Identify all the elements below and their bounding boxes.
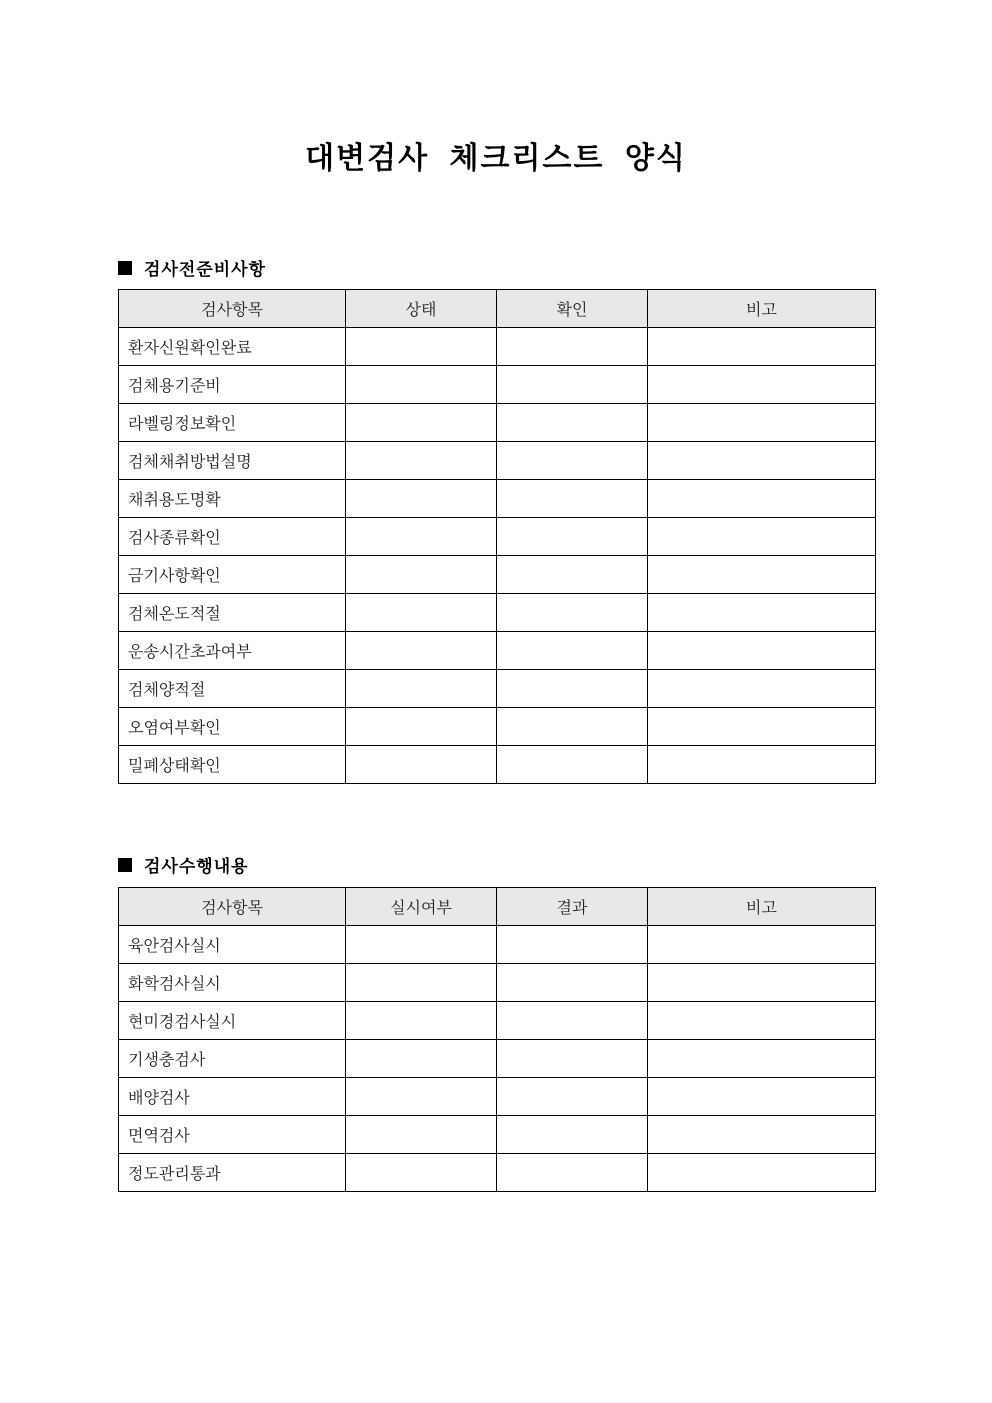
item-label: 화학검사실시 [119, 964, 346, 1002]
check-cell[interactable] [497, 964, 648, 1002]
square-bullet-icon [118, 261, 132, 275]
item-label: 검체양적절 [119, 670, 346, 708]
remarks-cell[interactable] [648, 1154, 876, 1192]
value-cell[interactable] [346, 632, 497, 670]
remarks-cell[interactable] [648, 594, 876, 632]
remarks-cell[interactable] [648, 1116, 876, 1154]
check-cell[interactable] [497, 670, 648, 708]
value-cell[interactable] [346, 366, 497, 404]
value-cell[interactable] [346, 404, 497, 442]
table-header-row [119, 290, 876, 328]
value-cell[interactable] [346, 1002, 497, 1040]
check-cell[interactable] [497, 594, 648, 632]
column-header-performed: 실시여부 [346, 888, 497, 926]
value-cell[interactable] [346, 1040, 497, 1078]
item-label: 운송시간초과여부 [119, 632, 346, 670]
column-header-item: 검사항목 [119, 290, 346, 328]
section-heading-execution [118, 852, 249, 877]
remarks-cell[interactable] [648, 480, 876, 518]
item-label: 검체채취방법설명 [119, 442, 346, 480]
execution-checklist-table [118, 887, 876, 1192]
section-heading-preparation [118, 255, 266, 280]
section-heading-label: 검사수행내용 [144, 857, 249, 877]
table-row [119, 746, 876, 784]
remarks-cell[interactable] [648, 1002, 876, 1040]
table-row [119, 518, 876, 556]
table-row [119, 1040, 876, 1078]
check-cell[interactable] [497, 556, 648, 594]
value-cell[interactable] [346, 1154, 497, 1192]
item-label: 기생충검사 [119, 1040, 346, 1078]
remarks-cell[interactable] [648, 404, 876, 442]
check-cell[interactable] [497, 632, 648, 670]
table-header-row [119, 888, 876, 926]
item-label: 정도관리통과 [119, 1154, 346, 1192]
check-cell[interactable] [497, 926, 648, 964]
check-cell[interactable] [497, 480, 648, 518]
remarks-cell[interactable] [648, 518, 876, 556]
remarks-cell[interactable] [648, 1040, 876, 1078]
check-cell[interactable] [497, 746, 648, 784]
preparation-checklist-table [118, 289, 876, 784]
item-label: 환자신원확인완료 [119, 328, 346, 366]
item-label: 육안검사실시 [119, 926, 346, 964]
value-cell[interactable] [346, 926, 497, 964]
value-cell[interactable] [346, 556, 497, 594]
value-cell[interactable] [346, 1116, 497, 1154]
remarks-cell[interactable] [648, 442, 876, 480]
remarks-cell[interactable] [648, 746, 876, 784]
remarks-cell[interactable] [648, 964, 876, 1002]
table-row [119, 1154, 876, 1192]
check-cell[interactable] [497, 1116, 648, 1154]
check-cell[interactable] [497, 1040, 648, 1078]
value-cell[interactable] [346, 442, 497, 480]
table-row [119, 1002, 876, 1040]
check-cell[interactable] [497, 1078, 648, 1116]
check-cell[interactable] [497, 404, 648, 442]
column-header-confirm: 확인 [497, 290, 648, 328]
table-row [119, 442, 876, 480]
table-row [119, 708, 876, 746]
column-header-remarks: 비고 [648, 290, 876, 328]
value-cell[interactable] [346, 480, 497, 518]
item-label: 검사종류확인 [119, 518, 346, 556]
remarks-cell[interactable] [648, 1078, 876, 1116]
square-bullet-icon [118, 858, 132, 872]
table-row [119, 366, 876, 404]
remarks-cell[interactable] [648, 926, 876, 964]
table-row [119, 926, 876, 964]
column-header-remarks: 비고 [648, 888, 876, 926]
table-row [119, 594, 876, 632]
check-cell[interactable] [497, 442, 648, 480]
value-cell[interactable] [346, 328, 497, 366]
value-cell[interactable] [346, 746, 497, 784]
check-cell[interactable] [497, 328, 648, 366]
remarks-cell[interactable] [648, 670, 876, 708]
table-row [119, 1116, 876, 1154]
value-cell[interactable] [346, 708, 497, 746]
check-cell[interactable] [497, 366, 648, 404]
check-cell[interactable] [497, 518, 648, 556]
table-row [119, 328, 876, 366]
value-cell[interactable] [346, 518, 497, 556]
table-row [119, 670, 876, 708]
item-label: 금기사항확인 [119, 556, 346, 594]
item-label: 배양검사 [119, 1078, 346, 1116]
item-label: 검체용기준비 [119, 366, 346, 404]
value-cell[interactable] [346, 964, 497, 1002]
column-header-item: 검사항목 [119, 888, 346, 926]
check-cell[interactable] [497, 1002, 648, 1040]
table-row [119, 1078, 876, 1116]
remarks-cell[interactable] [648, 708, 876, 746]
remarks-cell[interactable] [648, 556, 876, 594]
check-cell[interactable] [497, 708, 648, 746]
check-cell[interactable] [497, 1154, 648, 1192]
item-label: 면역검사 [119, 1116, 346, 1154]
section-heading-label: 검사전준비사항 [144, 260, 266, 280]
remarks-cell[interactable] [648, 328, 876, 366]
remarks-cell[interactable] [648, 366, 876, 404]
table-row [119, 632, 876, 670]
value-cell[interactable] [346, 594, 497, 632]
item-label: 현미경검사실시 [119, 1002, 346, 1040]
table-row [119, 556, 876, 594]
column-header-result: 결과 [497, 888, 648, 926]
table-row [119, 964, 876, 1002]
table-row [119, 480, 876, 518]
item-label: 채취용도명확 [119, 480, 346, 518]
item-label: 밀폐상태확인 [119, 746, 346, 784]
item-label: 오염여부확인 [119, 708, 346, 746]
document-title: 대변검사 체크리스트 양식 [305, 141, 687, 176]
column-header-status: 상태 [346, 290, 497, 328]
item-label: 검체온도적절 [119, 594, 346, 632]
value-cell[interactable] [346, 1078, 497, 1116]
item-label: 라벨링정보확인 [119, 404, 346, 442]
table-row [119, 404, 876, 442]
remarks-cell[interactable] [648, 632, 876, 670]
value-cell[interactable] [346, 670, 497, 708]
